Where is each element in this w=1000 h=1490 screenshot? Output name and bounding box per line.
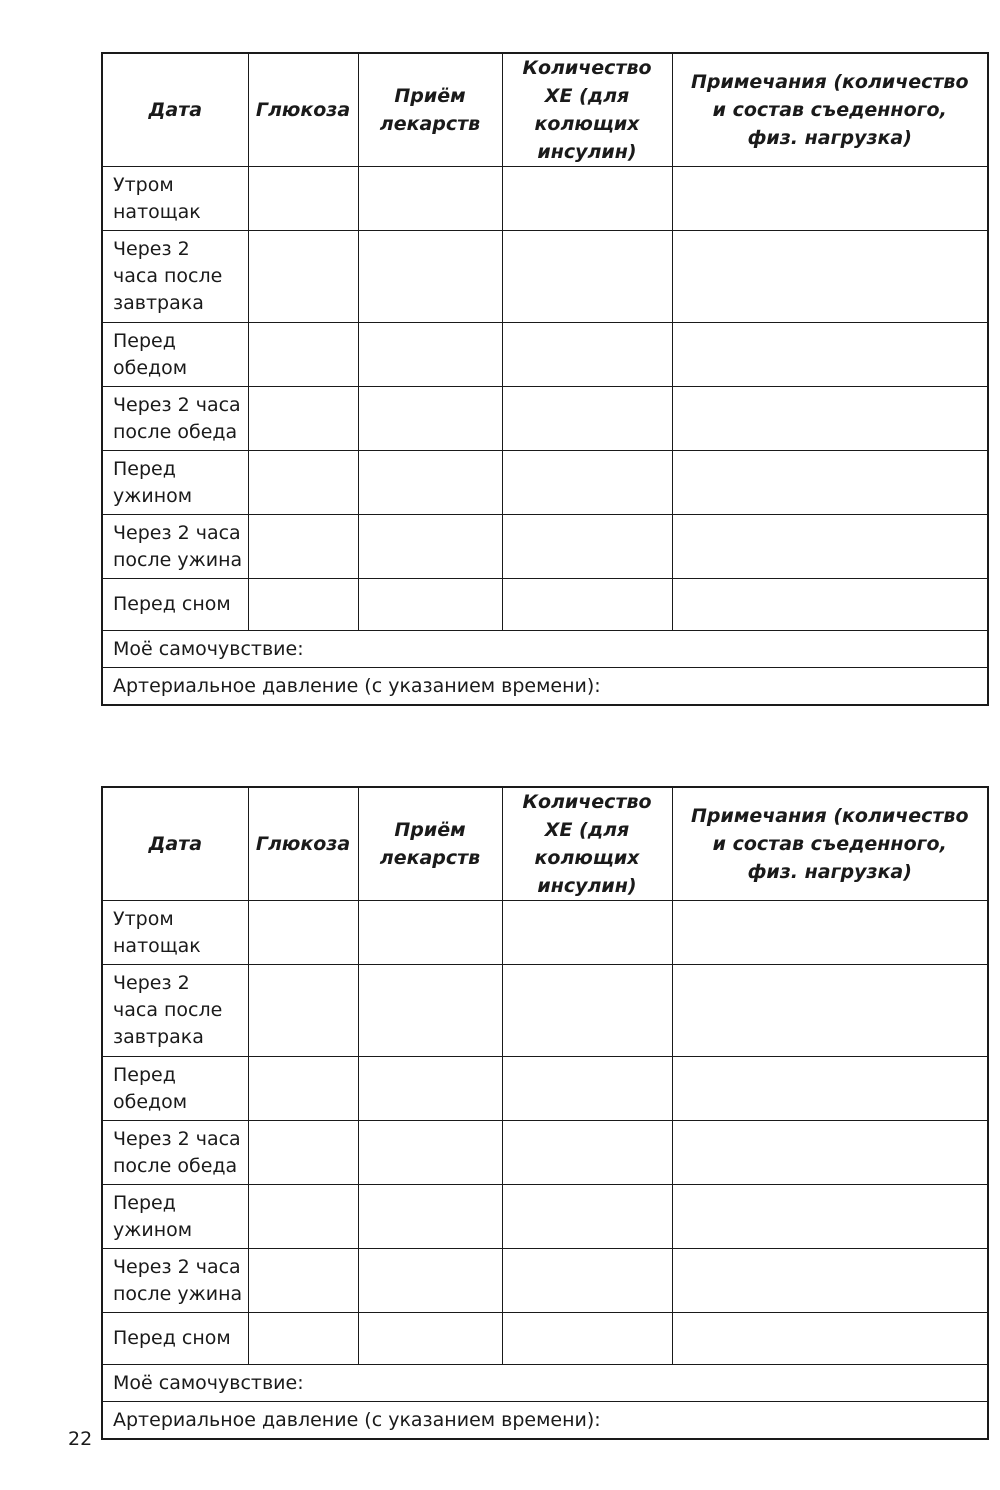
header-notes: Примечания (количество и состав съеденного, физ. нагрузка) bbox=[672, 53, 988, 167]
row-label: Перед обедом bbox=[102, 323, 248, 387]
blood-pressure-label: Артериальное давление (с указанием времени): bbox=[102, 1402, 988, 1440]
medication-cell[interactable] bbox=[358, 167, 502, 231]
glucose-cell[interactable] bbox=[248, 167, 358, 231]
table-row bbox=[102, 965, 988, 1057]
table-row bbox=[102, 387, 988, 451]
medication-cell[interactable] bbox=[358, 451, 502, 515]
glucose-log-table-1 bbox=[101, 52, 989, 706]
bread-units-cell[interactable] bbox=[502, 965, 672, 1057]
medication-cell[interactable] bbox=[358, 1121, 502, 1185]
notes-cell[interactable] bbox=[672, 1121, 988, 1185]
notes-cell[interactable] bbox=[672, 901, 988, 965]
glucose-cell[interactable] bbox=[248, 1057, 358, 1121]
bread-units-cell[interactable] bbox=[502, 387, 672, 451]
table-row bbox=[102, 1185, 988, 1249]
bread-units-cell[interactable] bbox=[502, 579, 672, 631]
header-date: Дата bbox=[102, 787, 248, 901]
glucose-cell[interactable] bbox=[248, 901, 358, 965]
bread-units-cell[interactable] bbox=[502, 1185, 672, 1249]
glucose-cell[interactable] bbox=[248, 387, 358, 451]
glucose-cell[interactable] bbox=[248, 579, 358, 631]
table-row bbox=[102, 231, 988, 323]
table-row bbox=[102, 1313, 988, 1365]
notes-cell[interactable] bbox=[672, 965, 988, 1057]
bread-units-cell[interactable] bbox=[502, 231, 672, 323]
notes-cell[interactable] bbox=[672, 579, 988, 631]
row-label: Утром натощак bbox=[102, 167, 248, 231]
row-label: Через 2 часа после обеда bbox=[102, 1121, 248, 1185]
medication-cell[interactable] bbox=[358, 231, 502, 323]
glucose-cell[interactable] bbox=[248, 965, 358, 1057]
bread-units-cell[interactable] bbox=[502, 515, 672, 579]
notes-cell[interactable] bbox=[672, 1057, 988, 1121]
header-notes: Примечания (количество и состав съеденного, физ. нагрузка) bbox=[672, 787, 988, 901]
table-row bbox=[102, 451, 988, 515]
row-label: Через 2 часа после завтрака bbox=[102, 965, 248, 1057]
table-row bbox=[102, 579, 988, 631]
bread-units-cell[interactable] bbox=[502, 451, 672, 515]
notes-cell[interactable] bbox=[672, 167, 988, 231]
glucose-cell[interactable] bbox=[248, 1249, 358, 1313]
glucose-cell[interactable] bbox=[248, 515, 358, 579]
blood-pressure-label: Артериальное давление (с указанием времени): bbox=[102, 668, 988, 706]
wellbeing-row[interactable] bbox=[102, 631, 988, 668]
glucose-cell[interactable] bbox=[248, 1121, 358, 1185]
table-row bbox=[102, 1057, 988, 1121]
header-bread-units: Количество ХЕ (для колющих инсулин) bbox=[502, 53, 672, 167]
table-row bbox=[102, 1249, 988, 1313]
page-number: 22 bbox=[68, 1428, 93, 1450]
wellbeing-label: Моё самочувствие: bbox=[102, 631, 988, 668]
medication-cell[interactable] bbox=[358, 323, 502, 387]
row-label: Перед сном bbox=[102, 579, 248, 631]
header-date: Дата bbox=[102, 53, 248, 167]
notes-cell[interactable] bbox=[672, 1185, 988, 1249]
header-row bbox=[102, 53, 988, 167]
medication-cell[interactable] bbox=[358, 1057, 502, 1121]
wellbeing-label: Моё самочувствие: bbox=[102, 1365, 988, 1402]
row-label: Перед ужином bbox=[102, 1185, 248, 1249]
notes-cell[interactable] bbox=[672, 323, 988, 387]
header-medication: Приём лекарств bbox=[358, 53, 502, 167]
row-label: Перед обедом bbox=[102, 1057, 248, 1121]
row-label: Утром натощак bbox=[102, 901, 248, 965]
header-glucose: Глюкоза bbox=[248, 787, 358, 901]
bread-units-cell[interactable] bbox=[502, 323, 672, 387]
table-row bbox=[102, 901, 988, 965]
bread-units-cell[interactable] bbox=[502, 1121, 672, 1185]
bread-units-cell[interactable] bbox=[502, 901, 672, 965]
header-row bbox=[102, 787, 988, 901]
row-label: Через 2 часа после завтрака bbox=[102, 231, 248, 323]
row-label: Через 2 часа после обеда bbox=[102, 387, 248, 451]
medication-cell[interactable] bbox=[358, 901, 502, 965]
row-label: Через 2 часа после ужина bbox=[102, 515, 248, 579]
notes-cell[interactable] bbox=[672, 231, 988, 323]
medication-cell[interactable] bbox=[358, 579, 502, 631]
bread-units-cell[interactable] bbox=[502, 1313, 672, 1365]
medication-cell[interactable] bbox=[358, 1249, 502, 1313]
table-row bbox=[102, 1121, 988, 1185]
header-glucose: Глюкоза bbox=[248, 53, 358, 167]
bread-units-cell[interactable] bbox=[502, 1249, 672, 1313]
wellbeing-row[interactable] bbox=[102, 1365, 988, 1402]
glucose-cell[interactable] bbox=[248, 323, 358, 387]
medication-cell[interactable] bbox=[358, 515, 502, 579]
bread-units-cell[interactable] bbox=[502, 1057, 672, 1121]
notes-cell[interactable] bbox=[672, 515, 988, 579]
notes-cell[interactable] bbox=[672, 1313, 988, 1365]
medication-cell[interactable] bbox=[358, 965, 502, 1057]
glucose-cell[interactable] bbox=[248, 1185, 358, 1249]
header-medication: Приём лекарств bbox=[358, 787, 502, 901]
table-row bbox=[102, 167, 988, 231]
row-label: Через 2 часа после ужина bbox=[102, 1249, 248, 1313]
glucose-log-table-2 bbox=[101, 786, 989, 1440]
bread-units-cell[interactable] bbox=[502, 167, 672, 231]
row-label: Перед сном bbox=[102, 1313, 248, 1365]
table-row bbox=[102, 515, 988, 579]
medication-cell[interactable] bbox=[358, 1185, 502, 1249]
row-label: Перед ужином bbox=[102, 451, 248, 515]
medication-cell[interactable] bbox=[358, 1313, 502, 1365]
glucose-cell[interactable] bbox=[248, 231, 358, 323]
table-row bbox=[102, 323, 988, 387]
glucose-cell[interactable] bbox=[248, 1313, 358, 1365]
header-bread-units: Количество ХЕ (для колющих инсулин) bbox=[502, 787, 672, 901]
glucose-cell[interactable] bbox=[248, 451, 358, 515]
notes-cell[interactable] bbox=[672, 451, 988, 515]
medication-cell[interactable] bbox=[358, 387, 502, 451]
notes-cell[interactable] bbox=[672, 387, 988, 451]
pressure-row[interactable] bbox=[102, 668, 988, 706]
notes-cell[interactable] bbox=[672, 1249, 988, 1313]
pressure-row[interactable] bbox=[102, 1402, 988, 1440]
